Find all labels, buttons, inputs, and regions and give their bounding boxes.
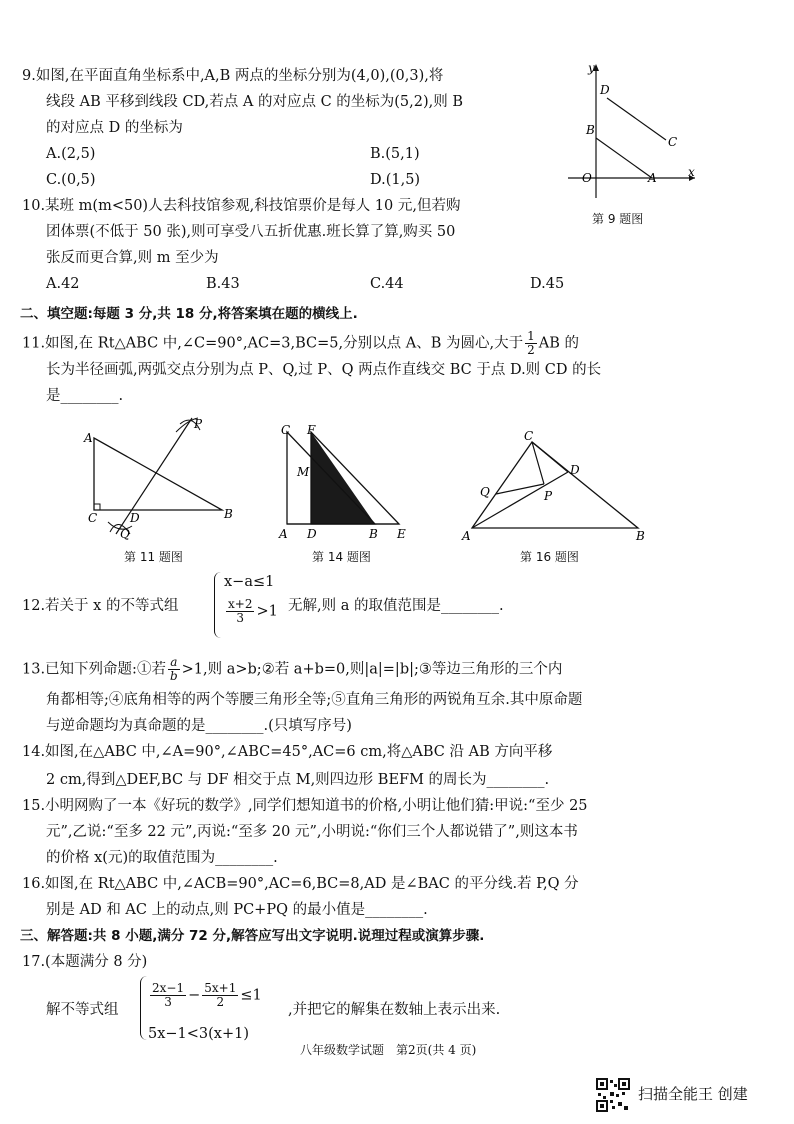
- qr-code-icon: [596, 1078, 630, 1112]
- fig16-label-q: Q: [480, 485, 490, 499]
- q9-option-c: C.(0,5): [46, 172, 96, 188]
- q14-line2: 2 cm,得到△DEF,BC 与 DF 相交于点 M,则四边形 BEFM 的周长为________.: [46, 772, 550, 788]
- q10-option-b: B.43: [206, 276, 240, 292]
- fig14-label-b: B: [369, 527, 378, 541]
- fig9-caption: 第 9 题图: [592, 212, 644, 226]
- fig16-label-p: P: [544, 489, 553, 503]
- page-footer: 八年级数学试题 第2页(共 4 页): [300, 1043, 477, 1057]
- q12-frac-den: 3: [236, 611, 245, 625]
- q10-option-c: C.44: [370, 276, 404, 292]
- figure-14: [275, 418, 415, 542]
- figure-16: [460, 428, 650, 542]
- fig11-label-p: P: [194, 417, 203, 431]
- fig14-label-m: M: [297, 465, 310, 479]
- q17-f1-num: 2x−1: [152, 981, 185, 995]
- q13-line2: 角都相等;④底角相等的两个等腰三角形全等;⑤直角三角形的两锐角互余.其中原命题: [46, 692, 583, 708]
- fig16-label-d: D: [570, 463, 580, 477]
- watermark-text: 扫描全能王 创建: [638, 1085, 748, 1103]
- figure-11: [80, 410, 240, 540]
- q17-le1: ≤1: [240, 987, 262, 1004]
- q13-line1: [22, 656, 562, 683]
- q13-fraction: $\frac{a}{b}$: [169, 655, 178, 683]
- q17-prefix: 解不等式组: [46, 1002, 119, 1018]
- fig16-caption: 第 16 题图: [520, 550, 579, 564]
- q10-line1: 10.某班 m(m<50)人去科技馆参观,科技馆票价是每人 10 元,但若购: [22, 198, 461, 214]
- figure-9: [560, 58, 700, 198]
- q14-line1: 14.如图,在△ABC 中,∠A=90°,∠ABC=45°,AC=6 cm,将△ABC 沿 AB 方向平移: [22, 744, 553, 760]
- q12-ineq1: x−a≤1: [224, 574, 275, 590]
- fig11-label-b: B: [224, 507, 233, 521]
- q15-line3: 的价格 x(元)的取值范围为________.: [46, 850, 278, 866]
- q17-title: 17.(本题满分 8 分): [22, 954, 148, 970]
- fig14-label-f: F: [307, 423, 316, 437]
- fig16-label-a: A: [462, 529, 471, 542]
- q17-suffix: ,并把它的解集在数轴上表示出来.: [288, 1002, 501, 1018]
- fig14-label-d: D: [307, 527, 317, 541]
- fig11-label-d: D: [130, 511, 140, 525]
- fig9-label-b: B: [586, 123, 595, 137]
- q9-option-d: D.(1,5): [370, 172, 421, 188]
- q10-option-a: A.42: [46, 276, 80, 292]
- q11-line3: 是________.: [46, 388, 124, 404]
- fig14-caption: 第 14 题图: [312, 550, 371, 564]
- fig11-label-c: C: [88, 511, 98, 525]
- q13-line1b: >1,则 a>b;②若 a+b=0,则|a|=|b|;③等边三角形的三个内: [181, 661, 563, 678]
- q9-option-b: B.(5,1): [370, 146, 420, 162]
- q12-prefix: 12.若关于 x 的不等式组: [22, 598, 179, 614]
- fig14-label-e: E: [397, 527, 406, 541]
- q11-line1: [22, 330, 579, 357]
- section-3-heading: 三、解答题:共 8 小题,满分 72 分,解答应写出文字说明.说理过程或演算步骤.: [20, 928, 485, 944]
- q12-suffix: 无解,则 a 的取值范围是________.: [288, 598, 504, 614]
- q12-brace: [214, 572, 221, 638]
- q9-line1: 9.如图,在平面直角坐标系中,A,B 两点的坐标分别为(4,0),(0,3),将: [22, 68, 444, 84]
- fig9-label-d: D: [600, 83, 610, 97]
- q17-f2-num: 5x+1: [204, 981, 237, 995]
- fig9-label-y: y: [588, 61, 595, 75]
- q15-line2: 元”,乙说:“至多 22 元”,丙说:“至多 20 元”,小明说:“你们三个人都说错了”,则这本书: [46, 824, 578, 840]
- q16-line1: 16.如图,在 Rt△ABC 中,∠ACB=90°,AC=6,BC=8,AD 是∠BAC 的平分线.若 P,Q 分: [22, 876, 579, 892]
- q11-line1b: AB 的: [538, 335, 579, 352]
- q9-line2: 线段 AB 平移到线段 CD,若点 A 的对应点 C 的坐标为(5,2),则 B: [46, 94, 464, 110]
- q9-line3: 的对应点 D 的坐标为: [46, 120, 183, 136]
- q15-line1: 15.小明网购了一本《好玩的数学》,同学们想知道书的价格,小明让他们猜:甲说:“至少 25: [22, 798, 588, 814]
- q12-frac-num: x+2: [228, 597, 253, 611]
- q12-ineq2-tail: >1: [256, 603, 278, 620]
- fig9-label-c: C: [668, 135, 678, 149]
- fig11-label-a: A: [84, 431, 93, 445]
- q10-option-d: D.45: [530, 276, 565, 292]
- fig14-label-a: A: [279, 527, 288, 541]
- section-2-heading: 二、填空题:每题 3 分,共 18 分,将答案填在题的横线上.: [20, 306, 358, 322]
- fig9-label-o: O: [582, 171, 592, 185]
- fig14-label-c: C: [281, 423, 291, 437]
- fig16-label-c: C: [524, 429, 534, 443]
- q9-option-a: A.(2,5): [46, 146, 96, 162]
- q17-f2-den: 2: [216, 995, 225, 1009]
- fig9-label-x: x: [688, 165, 695, 179]
- q13-line1a: 13.已知下列命题:①若: [22, 661, 166, 678]
- q17-brace: [140, 976, 147, 1040]
- fig9-label-a: A: [648, 171, 657, 185]
- fig16-label-b: B: [636, 529, 645, 542]
- q12-ineq2: [224, 598, 278, 625]
- q17-ineq2: 5x−1<3(x+1): [148, 1026, 250, 1042]
- fig11-caption: 第 11 题图: [124, 550, 183, 564]
- q11-line1a: 11.如图,在 Rt△ABC 中,∠C=90°,AC=3,BC=5,分别以点 A、B 为圆心,大于: [22, 335, 524, 352]
- fig11-label-q: Q: [120, 527, 130, 540]
- q13-line3: 与逆命题均为真命题的是________.(只填写序号): [46, 718, 352, 734]
- q11-fraction: $\frac{1}{2}$: [527, 329, 535, 357]
- q17-f1-den: 3: [164, 995, 172, 1009]
- q11-line2: 长为半径画弧,两弧交点分别为点 P、Q,过 P、Q 两点作直线交 BC 于点 D.则 CD 的长: [46, 362, 602, 378]
- q16-line2: 别是 AD 和 AC 上的动点,则 PC+PQ 的最小值是________.: [46, 902, 428, 918]
- q17-minus: −: [188, 987, 201, 1004]
- q17-ineq1: [148, 982, 262, 1009]
- q10-line2: 团体票(不低于 50 张),则可享受八五折优惠.班长算了算,购买 50: [46, 224, 456, 240]
- q10-line3: 张反而更合算,则 m 至少为: [46, 250, 219, 266]
